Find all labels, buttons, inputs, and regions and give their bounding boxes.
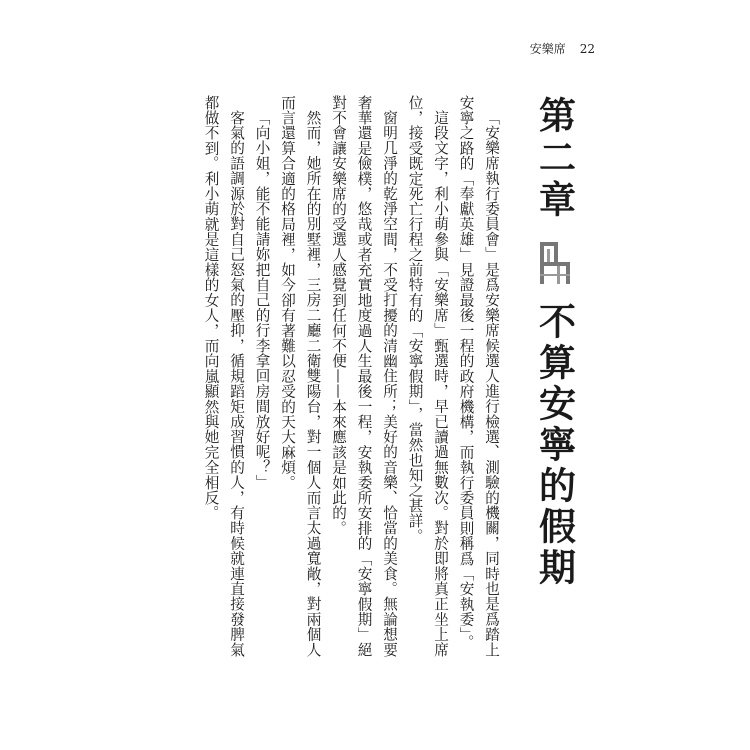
paragraph-2: 這段文字，利小萌參與「安樂席」甄選時，早已讀過無數次。對於即將真正坐上席位，接受既定死亡行程之前特有的「安寧假期」，當然也知之甚詳。 (406, 95, 449, 657)
book-title: 安樂席 (529, 42, 566, 56)
chapter-number: 第二章 (532, 96, 577, 222)
paragraph-5: 「向小姐，能不能請妳把自己的行李拿回房間放好呢？」 (253, 109, 271, 490)
paragraph-6: 客氣的語調源於對自己怒氣的壓抑，循規蹈矩成習慣的人，有時候就連直接發脾氣都做不到。利小萌就是這樣的女人，而向嵐顯然與她完全相反。 (202, 95, 245, 657)
chapter-heading (527, 96, 581, 589)
running-head (530, 40, 595, 57)
body-text (184, 95, 504, 665)
chair-icon (535, 240, 573, 286)
chapter-title: 不算安寧的假期 (532, 302, 577, 589)
paragraph-4: 然而，她所在的別墅裡，三房二廳二衛雙陽台，對一個人而言太過寬敞，對兩個人而言還算合適的格局裡，如今卻有著難以忍受的天大麻煩。 (279, 95, 322, 657)
paragraph-3: 窗明几淨的乾淨空間，不受打擾的清幽住所；美好的音樂、恰當的美食。無論想要奢華還是儉樸，悠哉或者充實地度過人生最後一程，安執委所安排的「安寧假期」絕對不會讓安樂席的受選人感覺到任何不便——本來應該是如此的。 (330, 95, 398, 658)
page-number: 22 (579, 41, 595, 56)
paragraph-1: 「安樂席執行委員會」是爲安樂席候選人進行檢選、測驗的機關，同時也是爲踏上安寧之路的「奉獻英雄」見證最後一程的政府機構，而執行委員則稱爲「安執委」。 (457, 95, 500, 657)
